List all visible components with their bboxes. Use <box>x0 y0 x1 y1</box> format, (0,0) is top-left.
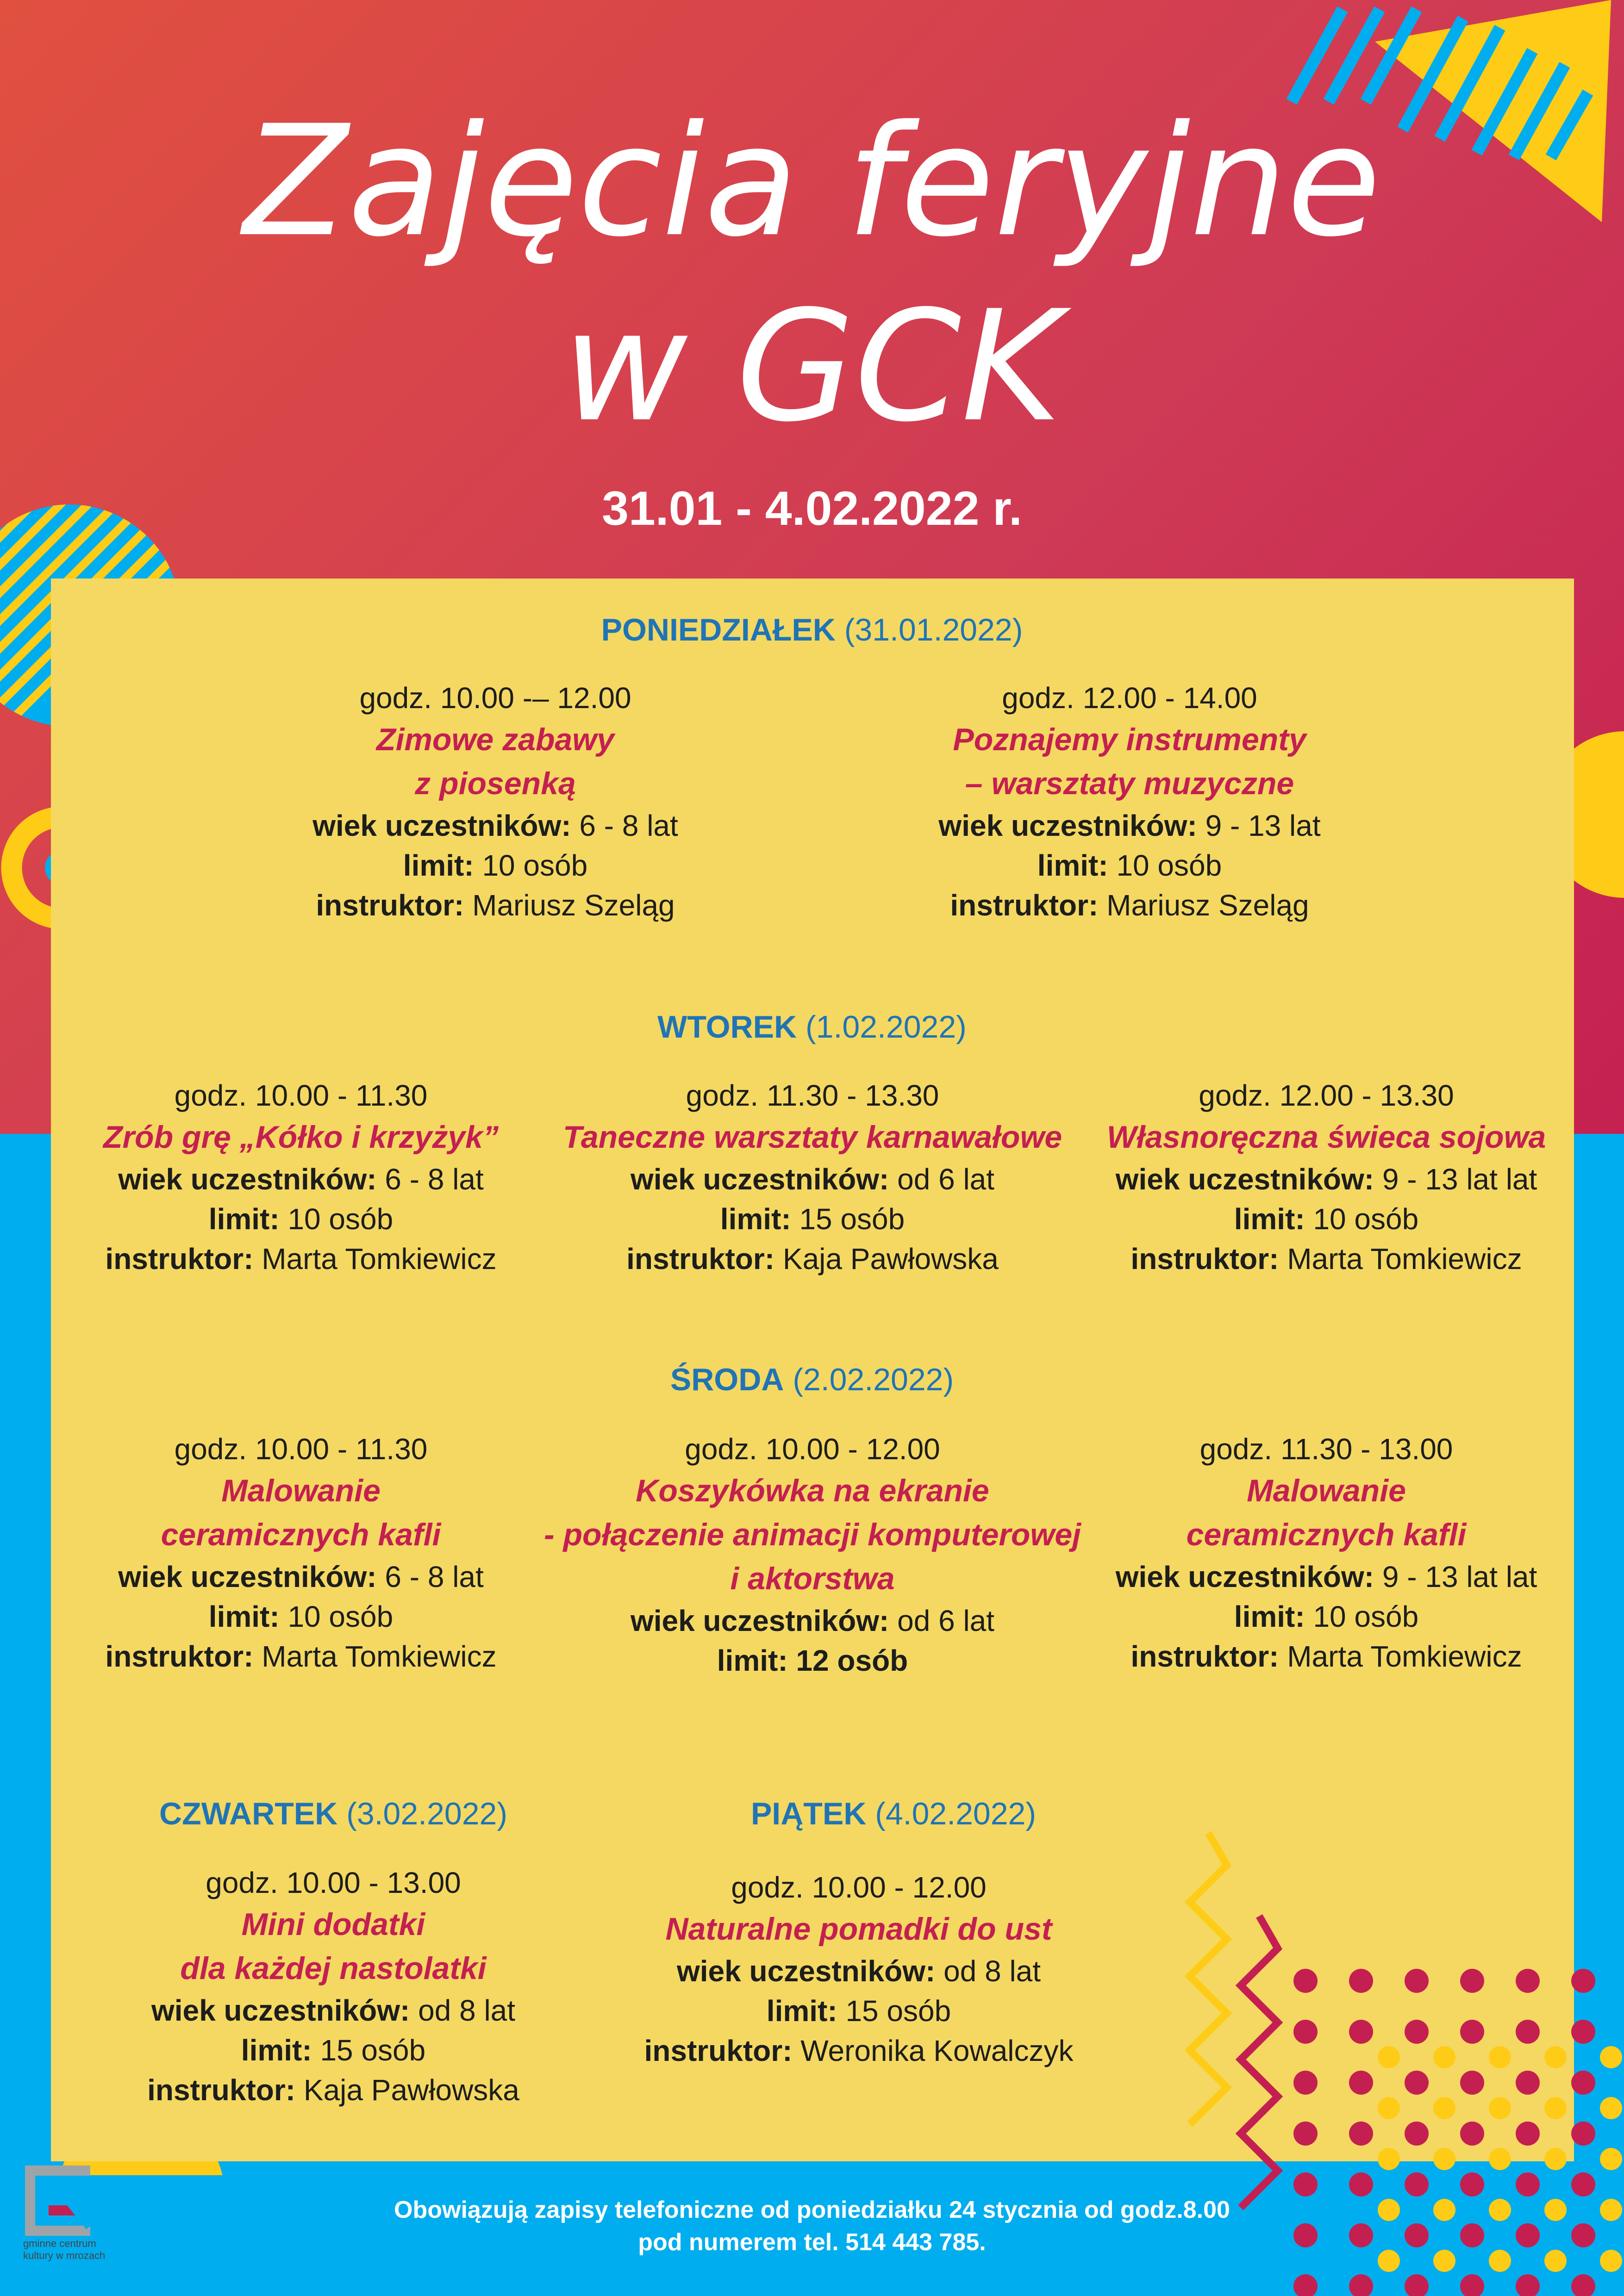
activity-limit: limit: 10 osób <box>1234 1600 1419 1633</box>
activity-time: godz. 12.00 - 14.00 <box>1002 681 1257 715</box>
activity-name: Zrób grę „Kółko i krzyżyk” <box>103 1120 499 1155</box>
day-name: CZWARTEK <box>159 1796 338 1831</box>
activity-instructor: instruktor: Mariusz Szeląg <box>316 889 675 922</box>
activity-instructor: instruktor: Kaja Pawłowska <box>147 2073 519 2107</box>
activity-time: godz. 10.00 - 13.00 <box>206 1866 461 1899</box>
day-name: WTOREK <box>657 1009 797 1045</box>
activity-card <box>898 678 1361 925</box>
activity-name: Zimowe zabawy <box>376 722 614 757</box>
activity-age: wiek uczestników: 9 - 13 lat lat <box>1115 1163 1537 1196</box>
activity-instructor: instruktor: Weronika Kowalczyk <box>644 2034 1074 2067</box>
activity-age: wiek uczestników: 6 - 8 lat <box>118 1163 484 1196</box>
activity-instructor: instruktor: Marta Tomkiewicz <box>1131 1242 1522 1276</box>
activity-age: wiek uczestników: 9 - 13 lat <box>938 809 1321 842</box>
day-heading-friday <box>662 1796 1125 1832</box>
footer-line2: pod numerem tel. 514 443 785. <box>638 2229 986 2256</box>
activity-instructor: instruktor: Mariusz Szeląg <box>950 889 1309 922</box>
gck-logo-icon <box>21 2161 127 2282</box>
activity-time: godz. 10.00 -– 12.00 <box>359 681 631 715</box>
activity-card <box>69 1076 532 1279</box>
activity-time: godz. 11.30 - 13.30 <box>686 1079 939 1112</box>
activity-card <box>102 1863 565 2110</box>
activity-limit: limit: 10 osób <box>403 849 588 882</box>
activity-card <box>535 1076 1090 1279</box>
day-heading-wednesday <box>534 1362 1090 1398</box>
activity-name: Mini dodatki <box>241 1907 425 1942</box>
day-name: PIĄTEK <box>750 1796 867 1831</box>
activity-card <box>69 1429 532 1676</box>
activity-name: i aktorstwa <box>730 1561 895 1596</box>
activity-name: – warsztaty muzyczne <box>965 766 1294 801</box>
activity-name: Malowanie <box>1247 1473 1406 1508</box>
activity-limit: limit: 10 osób <box>1037 849 1222 882</box>
activity-name: ceramicznych kafli <box>161 1517 441 1552</box>
activity-card <box>627 1867 1090 2071</box>
activity-age: wiek uczestników: od 8 lat <box>151 1994 516 2027</box>
activity-name: Poznajemy instrumenty <box>953 722 1306 757</box>
activity-time: godz. 10.00 - 11.30 <box>174 1079 428 1112</box>
poster-title-line2: w GCK <box>562 278 1062 455</box>
logo-text: gminne centrum kultury w mrozach <box>23 2238 106 2261</box>
activity-age: wiek uczestników: 9 - 13 lat lat <box>1115 1560 1537 1593</box>
activity-name: Taneczne warsztaty karnawałowe <box>562 1120 1062 1155</box>
day-date: (3.02.2022) <box>346 1796 507 1831</box>
day-heading-thursday <box>102 1796 565 1832</box>
activity-age: wiek uczestników: od 8 lat <box>676 1954 1041 1988</box>
activity-age: wiek uczestników: od 6 lat <box>630 1163 995 1196</box>
day-date: (31.01.2022) <box>844 612 1023 647</box>
day-name: ŚRODA <box>670 1362 784 1397</box>
activity-name: - połączenie animacji komputerowej <box>543 1517 1081 1552</box>
activity-time: godz. 10.00 - 12.00 <box>685 1432 940 1466</box>
day-heading-tuesday <box>534 1009 1090 1045</box>
activity-name: Naturalne pomadki do ust <box>665 1911 1052 1947</box>
day-date: (2.02.2022) <box>793 1362 954 1397</box>
activity-time: godz. 10.00 - 12.00 <box>731 1871 987 1904</box>
activity-instructor: instruktor: Kaja Pawłowska <box>626 1242 999 1276</box>
activity-name: Malowanie <box>221 1473 381 1508</box>
activity-name: ceramicznych kafli <box>1186 1517 1467 1552</box>
day-date: (1.02.2022) <box>806 1009 967 1045</box>
activity-card <box>1093 1429 1560 1676</box>
activity-limit: limit: 15 osób <box>766 1994 951 2028</box>
poster-title-line1: Zajęcia feryjne <box>243 93 1381 270</box>
activity-age: wiek uczestników: 6 - 8 lat <box>312 809 678 842</box>
activity-name: z piosenką <box>415 766 576 801</box>
activity-limit: limit: 10 osób <box>1234 1202 1419 1236</box>
activity-limit: limit: 10 osób <box>208 1600 394 1633</box>
activity-time: godz. 12.00 - 13.30 <box>1199 1079 1454 1112</box>
footer-line1: Obowiązują zapisy telefoniczne od poniedziałku 24 stycznia od godz.8.00 <box>394 2196 1230 2223</box>
activity-name: Koszykówka na ekranie <box>636 1473 989 1508</box>
activity-name: dla każdej nastolatki <box>180 1951 487 1986</box>
activity-card <box>264 678 727 925</box>
activity-limit: limit: 12 osób <box>717 1644 908 1677</box>
dots-decoration <box>1157 1823 1624 2296</box>
activity-age: wiek uczestników: 6 - 8 lat <box>118 1560 484 1593</box>
day-heading-monday <box>534 612 1090 648</box>
activity-time: godz. 10.00 - 11.30 <box>174 1432 428 1466</box>
activity-limit: limit: 15 osób <box>241 2034 426 2067</box>
activity-instructor: instruktor: Marta Tomkiewicz <box>105 1640 497 1673</box>
activity-age: wiek uczestników: od 6 lat <box>630 1604 995 1637</box>
activity-name: Własnoręczna świeca sojowa <box>1106 1120 1546 1155</box>
date-range: 31.01 - 4.02.2022 r. <box>602 482 1022 535</box>
activity-limit: limit: 15 osób <box>720 1202 905 1236</box>
activity-limit: limit: 10 osób <box>208 1202 394 1236</box>
activity-time: godz. 11.30 - 13.00 <box>1199 1432 1453 1466</box>
activity-instructor: instruktor: Marta Tomkiewicz <box>105 1242 497 1276</box>
day-name: PONIEDZIAŁEK <box>601 612 836 647</box>
activity-card <box>1093 1076 1560 1279</box>
activity-card <box>535 1429 1090 1680</box>
activity-instructor: instruktor: Marta Tomkiewicz <box>1131 1640 1522 1673</box>
day-date: (4.02.2022) <box>875 1796 1037 1831</box>
